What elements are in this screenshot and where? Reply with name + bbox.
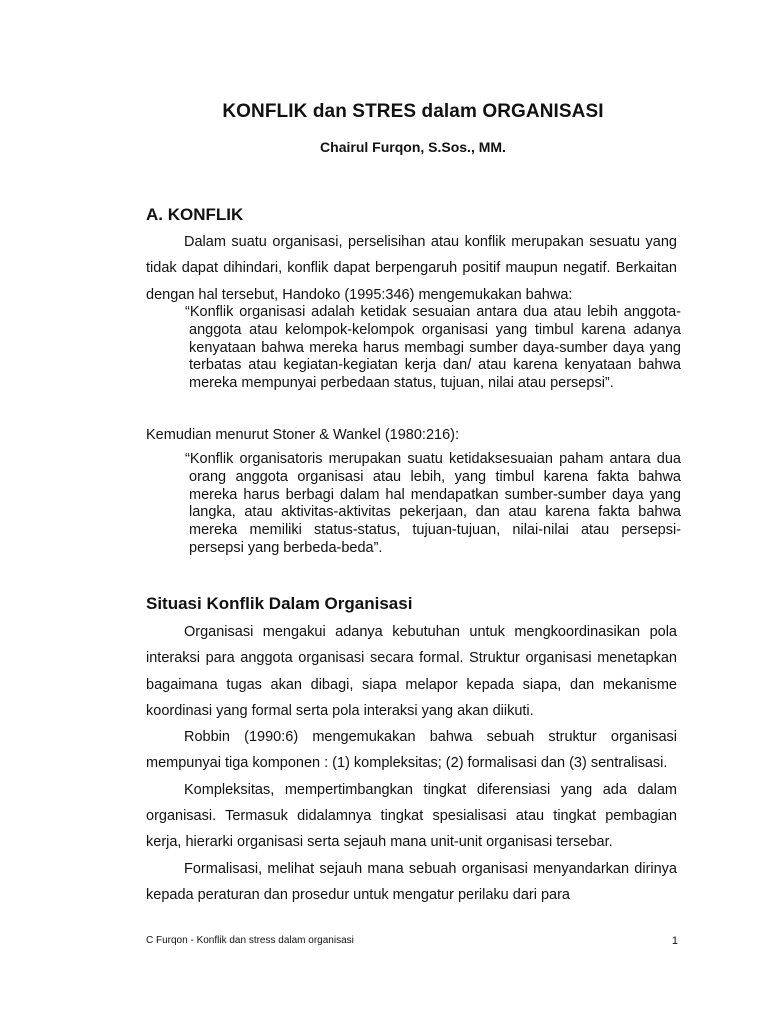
- quote-handoko: “Konflik organisasi adalah ketidak sesuaian antara dua atau lebih anggota-anggota atau kelompok-kelompok organisasi yang timbul karena adanya kenyataan bahwa mereka harus membagi sumber daya-sumber daya yang terbatas atau kegiatan-kegiatan kerja dan/ atau karena kenyataan bahwa mereka mempunyai perbedaan status, tujuan, nilai atau persepsi”.: [185, 304, 681, 392]
- paragraph: Formalisasi, melihat sejauh mana sebuah organisasi menyandarkan dirinya kepada peraturan dan prosedur untuk mengatur perilaku dari para: [146, 860, 677, 903]
- section-situasi-body: [146, 619, 677, 908]
- intro-paragraph: Dalam suatu organisasi, perselisihan atau konflik merupakan sesuatu yang tidak dapat dihindari, konflik dapat berpengaruh positif maupun negatif. Berkaitan dengan hal tersebut, Handoko (1995:346) mengemukakan bahwa:: [146, 234, 677, 303]
- paragraph: Organisasi mengakui adanya kebutuhan untuk mengkoordinasikan pola interaksi para anggota organisasi secara formal. Struktur organisasi menetapkan bagaimana tugas akan dibagi, siapa melapor kepada siapa, dan mekanisme koordinasi yang formal serta pola interaksi yang akan diikuti.: [146, 624, 677, 719]
- document-title: KONFLIK dan STRES dalam ORGANISASI: [222, 101, 604, 122]
- quote-stoner-wankel: “Konflik organisatoris merupakan suatu ketidaksesuaian paham antara dua orang anggota organisasi atau lebih, yang timbul karena fakta bahwa mereka harus berbagi dalam hal mendapatkan sumber-sumber daya yang langka, atau aktivitas-aktivitas pekerjaan, dan atau karena fakta bahwa mereka memiliki status-status, tujuan-tujuan, nilai-nilai atau persepsi-persepsi yang berbeda-beda”.: [185, 451, 681, 556]
- section-situasi-heading: Situasi Konflik Dalam Organisasi: [146, 594, 413, 613]
- paragraph: Robbin (1990:6) mengemukakan bahwa sebuah struktur organisasi mempunyai tiga komponen : (1) kompleksitas; (2) formalisasi dan (3) sentralisasi.: [146, 729, 677, 772]
- document-author: Chairul Furqon, S.Sos., MM.: [320, 139, 506, 155]
- paragraph: Kompleksitas, mempertimbangkan tingkat diferensiasi yang ada dalam organisasi. Termasuk didalamnya tingkat spesialisasi atau tingkat pembagian kerja, hierarki organisasi serta sejauh mana unit-unit organisasi tersebar.: [146, 781, 677, 851]
- page-number: 1: [671, 935, 678, 947]
- lead-in-stoner-wankel: Kemudian menurut Stoner & Wankel (1980:216):: [146, 427, 459, 443]
- section-a-heading: A. KONFLIK: [146, 205, 244, 224]
- footer-title: C Furqon - Konflik dan stress dalam organisasi: [146, 935, 354, 946]
- section-a-intro: [146, 229, 677, 308]
